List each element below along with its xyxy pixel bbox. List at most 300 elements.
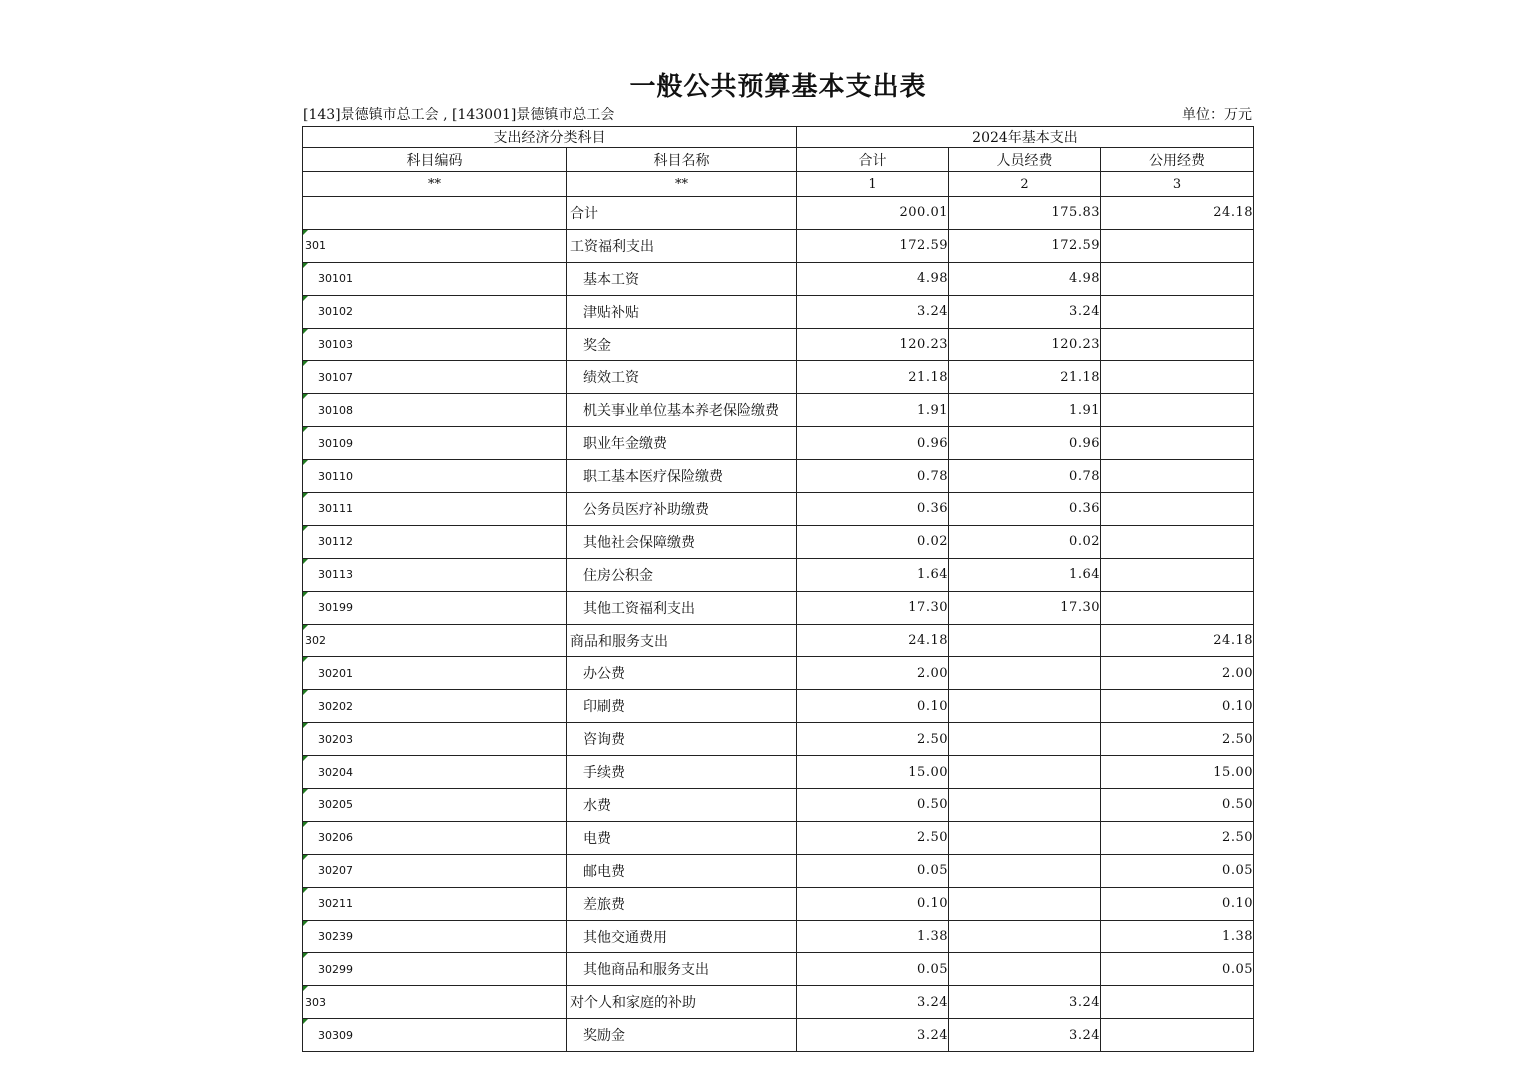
cell-total (797, 295, 949, 328)
cell-code (303, 197, 567, 230)
cell-name (567, 887, 797, 920)
cell-name (567, 690, 797, 723)
header-personnel: 人员经费 (949, 148, 1101, 172)
organization-label: [143]景德镇市总工会 , [143001]景德镇市总工会 (303, 107, 615, 123)
cell-personnel (949, 1019, 1101, 1052)
table-row (303, 821, 1254, 854)
table-row (303, 361, 1254, 394)
cell-public (1101, 1019, 1254, 1052)
cell-name-text: 公务员医疗补助缴费 (583, 501, 709, 518)
cell-code-text: 30201 (318, 666, 353, 680)
cell-name (567, 262, 797, 295)
cell-public-text: 2.50 (1222, 830, 1253, 846)
cell-marker-icon (303, 625, 308, 630)
cell-marker-icon (303, 394, 308, 399)
cell-personnel (949, 821, 1101, 854)
cell-name-text: 奖金 (583, 337, 611, 354)
cell-personnel-text: 1.91 (1069, 402, 1100, 418)
cell-total (797, 920, 949, 953)
cell-name (567, 197, 797, 230)
table-row (303, 624, 1254, 657)
cell-public (1101, 427, 1254, 460)
cell-code (303, 460, 567, 493)
cell-code-text: 30112 (318, 535, 353, 549)
cell-marker-icon (303, 263, 308, 268)
cell-marker-icon (303, 855, 308, 860)
cell-name-text: 机关事业单位基本养老保险缴费 (583, 403, 779, 420)
cell-code (303, 591, 567, 624)
cell-public-text: 0.50 (1222, 797, 1253, 813)
cell-name-text: 邮电费 (583, 863, 625, 880)
cell-code-text: 30103 (318, 338, 353, 351)
cell-code (303, 624, 567, 657)
cell-code-text: 30204 (318, 765, 353, 779)
cell-public (1101, 953, 1254, 986)
cell-total (797, 558, 949, 591)
cell-personnel (949, 493, 1101, 526)
cell-marker-icon (303, 526, 308, 531)
cell-name-text: 差旅费 (583, 896, 625, 913)
cell-code (303, 558, 567, 591)
unit-label: 单位：万元 (1182, 107, 1252, 123)
cell-personnel (949, 789, 1101, 822)
cell-marker-icon (303, 657, 308, 662)
cell-total-text: 1.91 (917, 402, 948, 418)
cell-personnel (949, 427, 1101, 460)
cell-personnel (949, 295, 1101, 328)
cell-total (797, 789, 949, 822)
cell-public (1101, 821, 1254, 854)
cell-personnel (949, 525, 1101, 558)
cell-name-text: 其他商品和服务支出 (583, 962, 709, 979)
meta-line (303, 104, 1252, 124)
cell-public (1101, 328, 1254, 361)
table-row (303, 525, 1254, 558)
header-row-index (303, 172, 1254, 197)
header-total: 合计 (797, 148, 949, 172)
cell-name-text: 基本工资 (583, 271, 639, 288)
cell-total-text: 172.59 (899, 238, 948, 254)
cell-public-text: 0.05 (1222, 961, 1253, 977)
cell-public (1101, 591, 1254, 624)
cell-public (1101, 493, 1254, 526)
budget-table (302, 126, 1254, 1052)
cell-code (303, 723, 567, 756)
cell-personnel-text: 120.23 (1051, 337, 1100, 352)
cell-code (303, 262, 567, 295)
table-row (303, 591, 1254, 624)
cell-name (567, 295, 797, 328)
cell-code-text: 30101 (318, 272, 353, 286)
table-row (303, 295, 1254, 328)
cell-total-text: 0.36 (917, 501, 948, 517)
cell-marker-icon (303, 460, 308, 465)
cell-personnel (949, 591, 1101, 624)
cell-personnel-text: 4.98 (1069, 271, 1100, 287)
cell-personnel-text: 17.30 (1060, 600, 1100, 616)
cell-name (567, 854, 797, 887)
cell-code-text: 30299 (318, 962, 353, 976)
cell-code-text: 30110 (318, 469, 353, 483)
table-row (303, 394, 1254, 427)
cell-total (797, 394, 949, 427)
cell-total (797, 525, 949, 558)
cell-name-text: 津贴补贴 (583, 304, 639, 321)
cell-code (303, 1019, 567, 1052)
header-basic-expenditure: 2024年基本支出 (797, 127, 1254, 148)
cell-marker-icon (303, 329, 308, 334)
cell-total-text: 0.10 (917, 698, 948, 714)
cell-name (567, 460, 797, 493)
table-row (303, 854, 1254, 887)
cell-public-text: 0.10 (1222, 896, 1253, 912)
cell-total (797, 328, 949, 361)
table-row (303, 427, 1254, 460)
cell-code-text: 30239 (318, 930, 353, 944)
cell-personnel (949, 690, 1101, 723)
table-row (303, 953, 1254, 986)
cell-personnel (949, 657, 1101, 690)
cell-public (1101, 394, 1254, 427)
cell-name (567, 1019, 797, 1052)
cell-name (567, 789, 797, 822)
cell-name-text: 住房公积金 (583, 567, 653, 584)
cell-name (567, 821, 797, 854)
cell-total (797, 657, 949, 690)
cell-public (1101, 986, 1254, 1019)
cell-code (303, 394, 567, 427)
cell-personnel (949, 723, 1101, 756)
cell-name (567, 591, 797, 624)
cell-personnel (949, 328, 1101, 361)
page-title: 一般公共预算基本支出表 (629, 72, 927, 102)
cell-personnel (949, 558, 1101, 591)
cell-name-text: 电费 (583, 830, 611, 847)
cell-name (567, 723, 797, 756)
cell-total (797, 887, 949, 920)
cell-code (303, 657, 567, 690)
cell-marker-icon (303, 888, 308, 893)
cell-personnel-text: 0.36 (1069, 501, 1100, 517)
cell-total (797, 197, 949, 230)
cell-name (567, 525, 797, 558)
cell-personnel (949, 460, 1101, 493)
cell-personnel-text: 1.64 (1069, 567, 1100, 583)
cell-name (567, 558, 797, 591)
table-row (303, 197, 1254, 230)
index-public: 3 (1101, 172, 1254, 197)
cell-total-text: 17.30 (908, 600, 948, 616)
cell-public (1101, 624, 1254, 657)
cell-code-text: 30102 (318, 305, 353, 319)
cell-marker-icon (303, 559, 308, 564)
cell-marker-icon (303, 493, 308, 498)
table-row (303, 756, 1254, 789)
cell-personnel (949, 624, 1101, 657)
cell-total-text: 200.01 (899, 205, 948, 221)
cell-total-text: 1.64 (917, 567, 948, 583)
cell-total-text: 3.24 (917, 994, 948, 1010)
cell-personnel-text: 0.02 (1069, 534, 1100, 550)
cell-public (1101, 756, 1254, 789)
cell-personnel (949, 920, 1101, 953)
cell-public (1101, 789, 1254, 822)
cell-personnel-text: 3.24 (1069, 304, 1100, 320)
cell-name-text: 水费 (583, 797, 611, 814)
cell-total-text: 3.24 (917, 1027, 948, 1043)
cell-personnel (949, 953, 1101, 986)
cell-code (303, 756, 567, 789)
cell-marker-icon (303, 723, 308, 728)
index-total: 1 (797, 172, 949, 197)
cell-name (567, 328, 797, 361)
cell-name-text: 合计 (570, 205, 598, 222)
cell-total (797, 986, 949, 1019)
cell-name-text: 印刷费 (583, 699, 625, 716)
cell-total (797, 427, 949, 460)
table-row (303, 328, 1254, 361)
cell-name (567, 756, 797, 789)
cell-public-text: 2.50 (1222, 731, 1253, 747)
cell-code (303, 361, 567, 394)
cell-total-text: 2.50 (917, 731, 948, 747)
table-row (303, 723, 1254, 756)
cell-name-text: 咨询费 (583, 732, 625, 749)
cell-personnel (949, 854, 1101, 887)
cell-public-text: 2.00 (1222, 665, 1253, 681)
cell-public (1101, 460, 1254, 493)
table-row (303, 262, 1254, 295)
cell-code-text: 30309 (318, 1028, 353, 1042)
cell-code (303, 493, 567, 526)
cell-total (797, 361, 949, 394)
cell-total-text: 2.00 (917, 665, 948, 681)
cell-total (797, 591, 949, 624)
cell-code (303, 789, 567, 822)
cell-total-text: 0.78 (917, 468, 948, 484)
table-row (303, 986, 1254, 1019)
cell-total (797, 690, 949, 723)
cell-personnel-text: 21.18 (1060, 369, 1100, 385)
cell-code-text: 30207 (318, 864, 353, 878)
cell-code (303, 328, 567, 361)
table-body (303, 197, 1254, 1052)
table-row (303, 460, 1254, 493)
cell-public (1101, 295, 1254, 328)
cell-total-text: 0.02 (917, 534, 948, 550)
cell-personnel-text: 0.78 (1069, 468, 1100, 484)
cell-name (567, 361, 797, 394)
cell-name (567, 427, 797, 460)
cell-total (797, 493, 949, 526)
cell-code (303, 427, 567, 460)
cell-name (567, 229, 797, 262)
cell-total-text: 15.00 (908, 764, 948, 780)
cell-total-text: 0.10 (917, 896, 948, 912)
cell-code-text: 302 (305, 634, 326, 648)
cell-total-text: 21.18 (908, 369, 948, 385)
cell-code-text: 30206 (318, 831, 353, 845)
cell-total (797, 723, 949, 756)
cell-personnel (949, 262, 1101, 295)
cell-marker-icon (303, 953, 308, 958)
header-row-columns (303, 148, 1254, 172)
cell-public-text: 15.00 (1213, 764, 1253, 780)
cell-personnel (949, 394, 1101, 427)
cell-code-text: 30205 (318, 798, 353, 812)
cell-personnel (949, 197, 1101, 230)
cell-total (797, 821, 949, 854)
cell-name (567, 493, 797, 526)
cell-public (1101, 262, 1254, 295)
cell-name-text: 其他社会保障缴费 (583, 534, 695, 551)
cell-marker-icon (303, 230, 308, 235)
cell-personnel-text: 0.96 (1069, 435, 1100, 451)
header-expense-classification: 支出经济分类科目 (303, 127, 797, 148)
table-row (303, 229, 1254, 262)
cell-name-text: 办公费 (583, 666, 625, 683)
cell-public (1101, 920, 1254, 953)
cell-marker-icon (303, 296, 308, 301)
cell-name-text: 其他工资福利支出 (583, 600, 695, 617)
cell-public (1101, 723, 1254, 756)
cell-public (1101, 887, 1254, 920)
cell-public (1101, 690, 1254, 723)
cell-code-text: 303 (305, 995, 326, 1009)
cell-code-text: 30211 (318, 897, 353, 911)
cell-public (1101, 229, 1254, 262)
cell-code (303, 986, 567, 1019)
cell-code (303, 920, 567, 953)
table-row (303, 657, 1254, 690)
cell-personnel (949, 986, 1101, 1019)
cell-marker-icon (303, 1019, 308, 1024)
cell-code (303, 690, 567, 723)
cell-name-text: 其他交通费用 (583, 929, 667, 946)
cell-total (797, 854, 949, 887)
cell-code-text: 30202 (318, 699, 353, 713)
cell-marker-icon (303, 921, 308, 926)
table-row (303, 887, 1254, 920)
cell-name (567, 953, 797, 986)
cell-public (1101, 558, 1254, 591)
cell-code-text: 30108 (318, 403, 353, 417)
cell-public (1101, 197, 1254, 230)
cell-total-text: 24.18 (908, 633, 948, 649)
cell-code-text: 30109 (318, 436, 353, 450)
header-code: 科目编码 (303, 148, 567, 172)
cell-name (567, 986, 797, 1019)
cell-total-text: 120.23 (899, 337, 948, 352)
cell-name (567, 394, 797, 427)
cell-name (567, 624, 797, 657)
cell-marker-icon (303, 756, 308, 761)
cell-public-text: 0.05 (1222, 863, 1253, 879)
header-public: 公用经费 (1101, 148, 1254, 172)
cell-public-text: 1.38 (1222, 929, 1253, 945)
cell-total (797, 756, 949, 789)
cell-personnel-text: 3.24 (1069, 994, 1100, 1010)
cell-total-text: 0.05 (917, 961, 948, 977)
cell-total (797, 262, 949, 295)
cell-code (303, 887, 567, 920)
cell-total (797, 624, 949, 657)
cell-public (1101, 525, 1254, 558)
cell-marker-icon (303, 986, 308, 991)
cell-personnel (949, 361, 1101, 394)
cell-name-text: 商品和服务支出 (570, 633, 668, 650)
cell-code-text: 301 (305, 239, 326, 253)
cell-name-text: 职业年金缴费 (583, 436, 667, 453)
table-row (303, 558, 1254, 591)
cell-total-text: 2.50 (917, 830, 948, 846)
cell-public (1101, 657, 1254, 690)
cell-marker-icon (303, 427, 308, 432)
cell-name (567, 920, 797, 953)
cell-personnel (949, 229, 1101, 262)
cell-personnel (949, 756, 1101, 789)
cell-public-text: 24.18 (1213, 205, 1253, 221)
table-row (303, 1019, 1254, 1052)
cell-code-text: 30111 (318, 502, 353, 516)
cell-marker-icon (303, 592, 308, 597)
index-personnel: 2 (949, 172, 1101, 197)
cell-name-text: 工资福利支出 (570, 238, 654, 255)
cell-total (797, 953, 949, 986)
cell-total-text: 4.98 (917, 271, 948, 287)
cell-code (303, 229, 567, 262)
table-row (303, 493, 1254, 526)
cell-marker-icon (303, 789, 308, 794)
cell-name-text: 奖励金 (583, 1028, 625, 1045)
cell-name-text: 绩效工资 (583, 370, 639, 387)
cell-total (797, 460, 949, 493)
cell-total-text: 0.96 (917, 435, 948, 451)
cell-name (567, 657, 797, 690)
cell-total (797, 1019, 949, 1052)
cell-total-text: 0.05 (917, 863, 948, 879)
cell-code (303, 854, 567, 887)
cell-code-text: 30107 (318, 370, 353, 384)
cell-code (303, 953, 567, 986)
cell-code-text: 30203 (318, 732, 353, 746)
cell-name-text: 对个人和家庭的补助 (570, 995, 696, 1012)
cell-personnel-text: 172.59 (1051, 238, 1100, 254)
cell-marker-icon (303, 690, 308, 695)
cell-personnel-text: 175.83 (1051, 205, 1100, 221)
index-code: ** (303, 172, 567, 197)
table-row (303, 789, 1254, 822)
header-name: 科目名称 (567, 148, 797, 172)
cell-public (1101, 361, 1254, 394)
header-row-group (303, 127, 1254, 148)
cell-total-text: 0.50 (917, 797, 948, 813)
cell-code-text: 30113 (318, 568, 353, 582)
cell-personnel (949, 887, 1101, 920)
cell-personnel-text: 3.24 (1069, 1027, 1100, 1043)
cell-name-text: 职工基本医疗保险缴费 (583, 469, 723, 486)
cell-total-text: 1.38 (917, 929, 948, 945)
cell-public (1101, 854, 1254, 887)
cell-total (797, 229, 949, 262)
cell-marker-icon (303, 822, 308, 827)
cell-name-text: 手续费 (583, 765, 625, 782)
cell-code (303, 525, 567, 558)
cell-marker-icon (303, 361, 308, 366)
cell-code (303, 295, 567, 328)
cell-code (303, 821, 567, 854)
table-row (303, 920, 1254, 953)
